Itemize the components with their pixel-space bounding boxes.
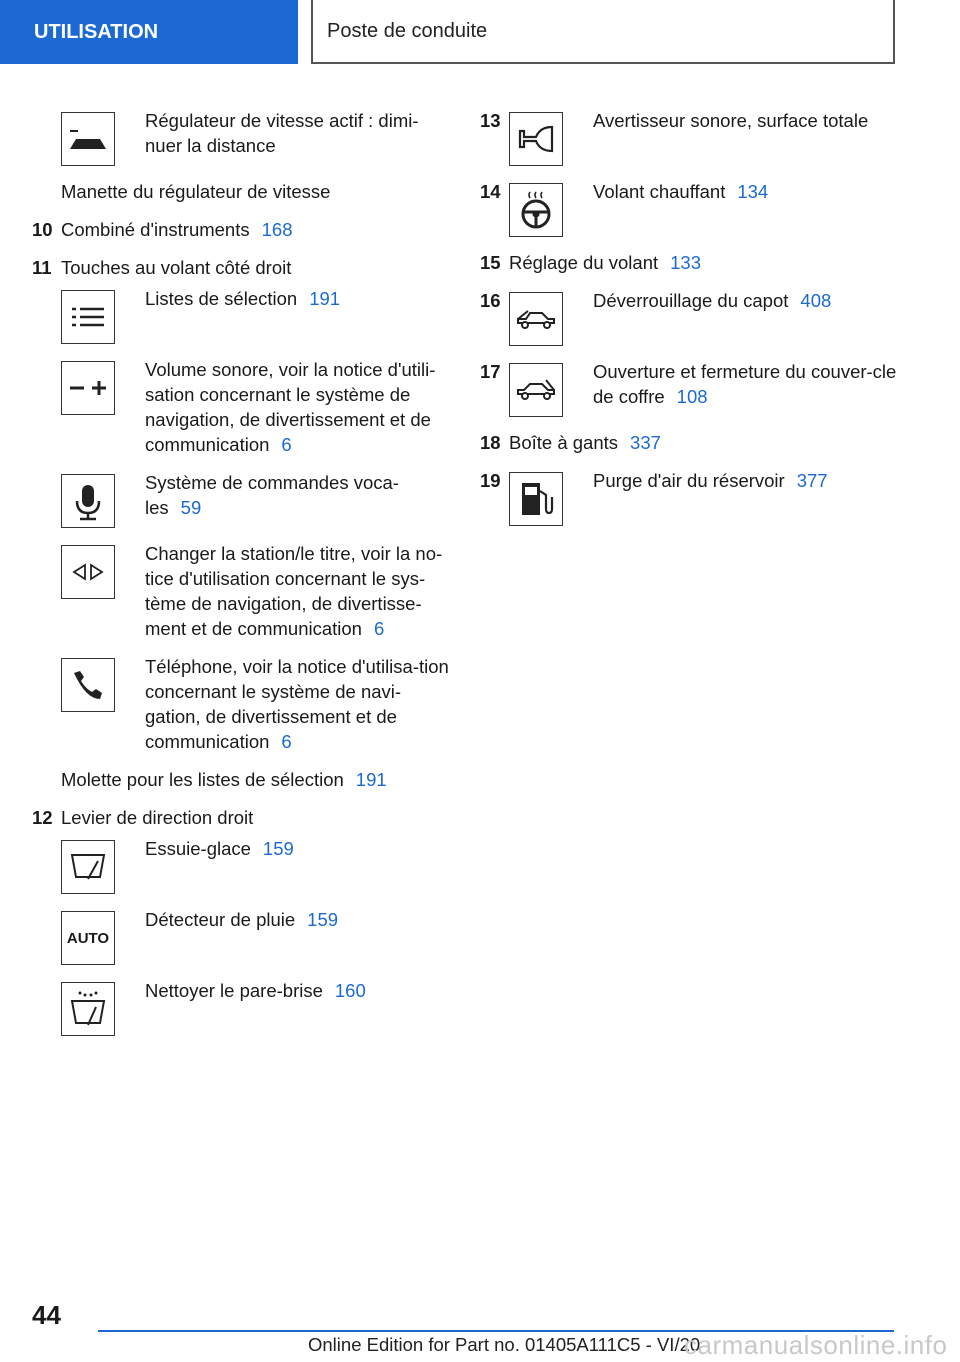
page-ref-link[interactable]: 337 bbox=[630, 432, 661, 453]
list-item bbox=[61, 836, 452, 894]
item-text: Listes de sélection bbox=[145, 288, 298, 309]
thumbwheel-text: Molette pour les listes de sélection 191 bbox=[61, 769, 387, 790]
cruise-distance-text: Régulateur de vitesse actif : dimi-nuer la distance bbox=[145, 110, 419, 156]
auto-icon bbox=[61, 911, 115, 965]
left-column bbox=[32, 108, 452, 1049]
page-ref-link[interactable]: 134 bbox=[737, 181, 769, 202]
voice-command-icon bbox=[61, 474, 115, 528]
list-item-18 bbox=[480, 430, 900, 455]
item-number: 19 bbox=[480, 470, 501, 491]
right-column bbox=[480, 108, 900, 539]
list-item bbox=[61, 541, 452, 641]
item-text: Système de commandes voca-les bbox=[145, 472, 399, 518]
list-item-15 bbox=[480, 250, 900, 275]
phone-icon bbox=[61, 658, 115, 712]
item-text: Touches au volant côté droit bbox=[61, 257, 292, 278]
item-text: Réglage du volant bbox=[509, 252, 659, 273]
page-ref-link[interactable]: 6 bbox=[281, 731, 292, 752]
auto-label: AUTO bbox=[66, 929, 110, 947]
wiper-icon bbox=[61, 840, 115, 894]
item-text: Combiné d'instruments bbox=[61, 219, 250, 240]
page-ref-link[interactable]: 168 bbox=[261, 219, 293, 240]
volume-icon bbox=[61, 361, 115, 415]
item-number: 14 bbox=[480, 181, 501, 202]
list-item-19 bbox=[480, 468, 900, 526]
page-ref-link[interactable]: 159 bbox=[262, 838, 294, 859]
item-number: 17 bbox=[480, 361, 501, 382]
footer-edition: Online Edition for Part no. 01405A111C5 - VI/20 bbox=[308, 1334, 701, 1355]
list-item-11 bbox=[32, 255, 452, 280]
trunk-icon bbox=[509, 363, 563, 417]
list-item bbox=[61, 470, 452, 528]
page-ref-link[interactable]: 6 bbox=[373, 618, 385, 639]
cruise-lever-text: Manette du régulateur de vitesse bbox=[61, 181, 331, 202]
item-text: Volume sonore, voir la notice d'utili-sation concernant le système de navigation, de divertissement et de communication bbox=[145, 359, 436, 455]
item-text: Levier de direction droit bbox=[61, 807, 254, 828]
page-ref-link[interactable]: 6 bbox=[281, 434, 292, 455]
watermark: carmanualsonline.info bbox=[684, 1330, 948, 1360]
list-item-16 bbox=[480, 288, 900, 346]
item-number: 11 bbox=[32, 257, 52, 278]
item-number: 10 bbox=[32, 219, 53, 240]
page-title: Poste de conduite bbox=[311, 0, 895, 64]
heated-wheel-icon bbox=[509, 183, 563, 237]
list-item-12 bbox=[32, 805, 452, 830]
washer-icon bbox=[61, 982, 115, 1036]
hood-release-icon bbox=[509, 292, 563, 346]
list-icon bbox=[61, 290, 115, 344]
list-item bbox=[61, 108, 452, 166]
item-number: 13 bbox=[480, 110, 501, 131]
list-item-10 bbox=[32, 217, 452, 242]
list-item-13 bbox=[480, 108, 900, 166]
item-text: Téléphone, voir la notice d'utilisa-tion concernant le système de navi-gation, de divertissement et de communication bbox=[145, 656, 449, 752]
page-ref-link[interactable]: 59 bbox=[180, 497, 202, 518]
section-tab: UTILISATION bbox=[0, 0, 298, 64]
item-number: 16 bbox=[480, 290, 501, 311]
list-item-14 bbox=[480, 179, 900, 237]
page-ref-link[interactable]: 408 bbox=[800, 290, 832, 311]
item-text: Volant chauffant bbox=[593, 181, 726, 202]
item-number: 15 bbox=[480, 252, 501, 273]
list-item bbox=[61, 286, 452, 344]
cruise-distance-icon bbox=[61, 112, 115, 166]
item-text: Changer la station/le titre, voir la no-tice d'utilisation concernant le sys-tème de navigation, de divertisse-ment et de communication bbox=[145, 543, 443, 639]
skip-icon bbox=[61, 545, 115, 599]
item-text: Nettoyer le pare-brise bbox=[145, 980, 323, 1001]
page-ref-link[interactable]: 160 bbox=[334, 980, 366, 1001]
item-text: Boîte à gants bbox=[509, 432, 619, 453]
list-item bbox=[61, 978, 452, 1036]
page-ref-link[interactable]: 159 bbox=[307, 909, 339, 930]
item-text: Détecteur de pluie bbox=[145, 909, 296, 930]
item-text: Essuie-glace bbox=[145, 838, 251, 859]
item-text: Purge d'air du réservoir bbox=[593, 470, 785, 491]
item-number: 12 bbox=[32, 807, 53, 828]
page-ref-link[interactable]: 377 bbox=[796, 470, 828, 491]
item-number: 18 bbox=[480, 432, 501, 453]
list-item-17 bbox=[480, 359, 900, 417]
page-ref-link[interactable]: 191 bbox=[309, 288, 341, 309]
item-text: Déverrouillage du capot bbox=[593, 290, 789, 311]
item-text: Ouverture et fermeture du couver-cle de coffre bbox=[593, 361, 897, 407]
item-text: Avertisseur sonore, surface totale bbox=[593, 110, 869, 131]
page-ref-link[interactable]: 133 bbox=[670, 252, 702, 273]
list-item bbox=[61, 654, 452, 754]
page-ref-link[interactable]: 191 bbox=[355, 769, 387, 790]
list-item bbox=[61, 907, 452, 965]
fuel-pump-icon bbox=[509, 472, 563, 526]
page-number: 44 bbox=[32, 1300, 61, 1330]
page-ref-link[interactable]: 108 bbox=[676, 386, 708, 407]
horn-icon bbox=[509, 112, 563, 166]
list-item bbox=[61, 357, 452, 457]
